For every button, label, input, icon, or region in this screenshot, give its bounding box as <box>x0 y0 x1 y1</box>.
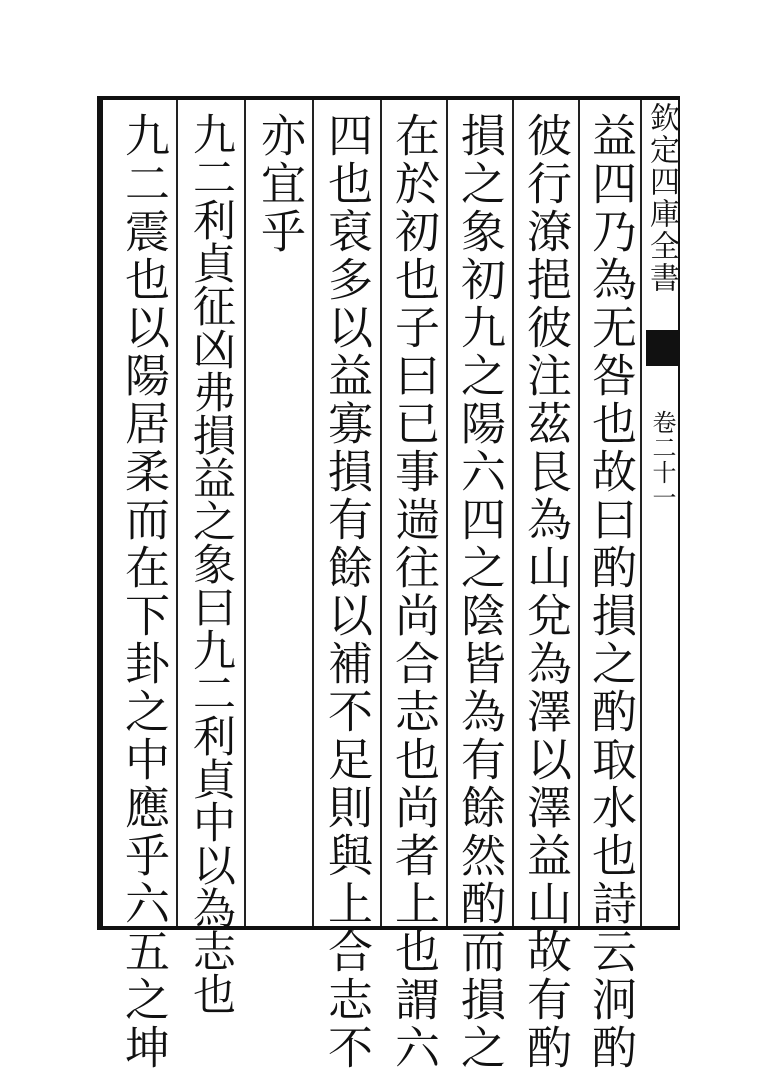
text-column-7: 九二利貞征凶弗損益之象曰九二利貞中以為志也 <box>186 112 236 1015</box>
text-column-6: 亦宜乎 <box>253 112 306 256</box>
text-column-8: 九二震也以陽居柔而在下卦之中應乎六五之坤 <box>117 112 170 1072</box>
column-rule <box>446 100 448 926</box>
text-column-3: 損之象初九之陽六四之陰皆為有餘然酌而損之 <box>453 112 506 1072</box>
header-block-mark <box>646 330 678 366</box>
text-column-4: 在於初也子曰已事遄往尚合志也尚者上也謂六 <box>387 112 440 1072</box>
column-rule <box>176 100 178 926</box>
column-rule <box>244 100 246 926</box>
book-title: 欽定四庫全書 <box>644 102 679 294</box>
column-rule <box>512 100 514 926</box>
volume-label: 卷二十一 <box>648 410 676 510</box>
column-rule <box>312 100 314 926</box>
column-rule <box>380 100 382 926</box>
text-column-2: 彼行潦挹彼注茲艮為山兌為澤以澤益山故有酌 <box>519 112 572 1072</box>
text-column-1: 益四乃為无咎也故曰酌損之酌取水也詩云泂酌 <box>584 112 637 1072</box>
text-column-5: 四也裒多以益寡損有餘以補不足則與上合志不 <box>320 112 373 1072</box>
